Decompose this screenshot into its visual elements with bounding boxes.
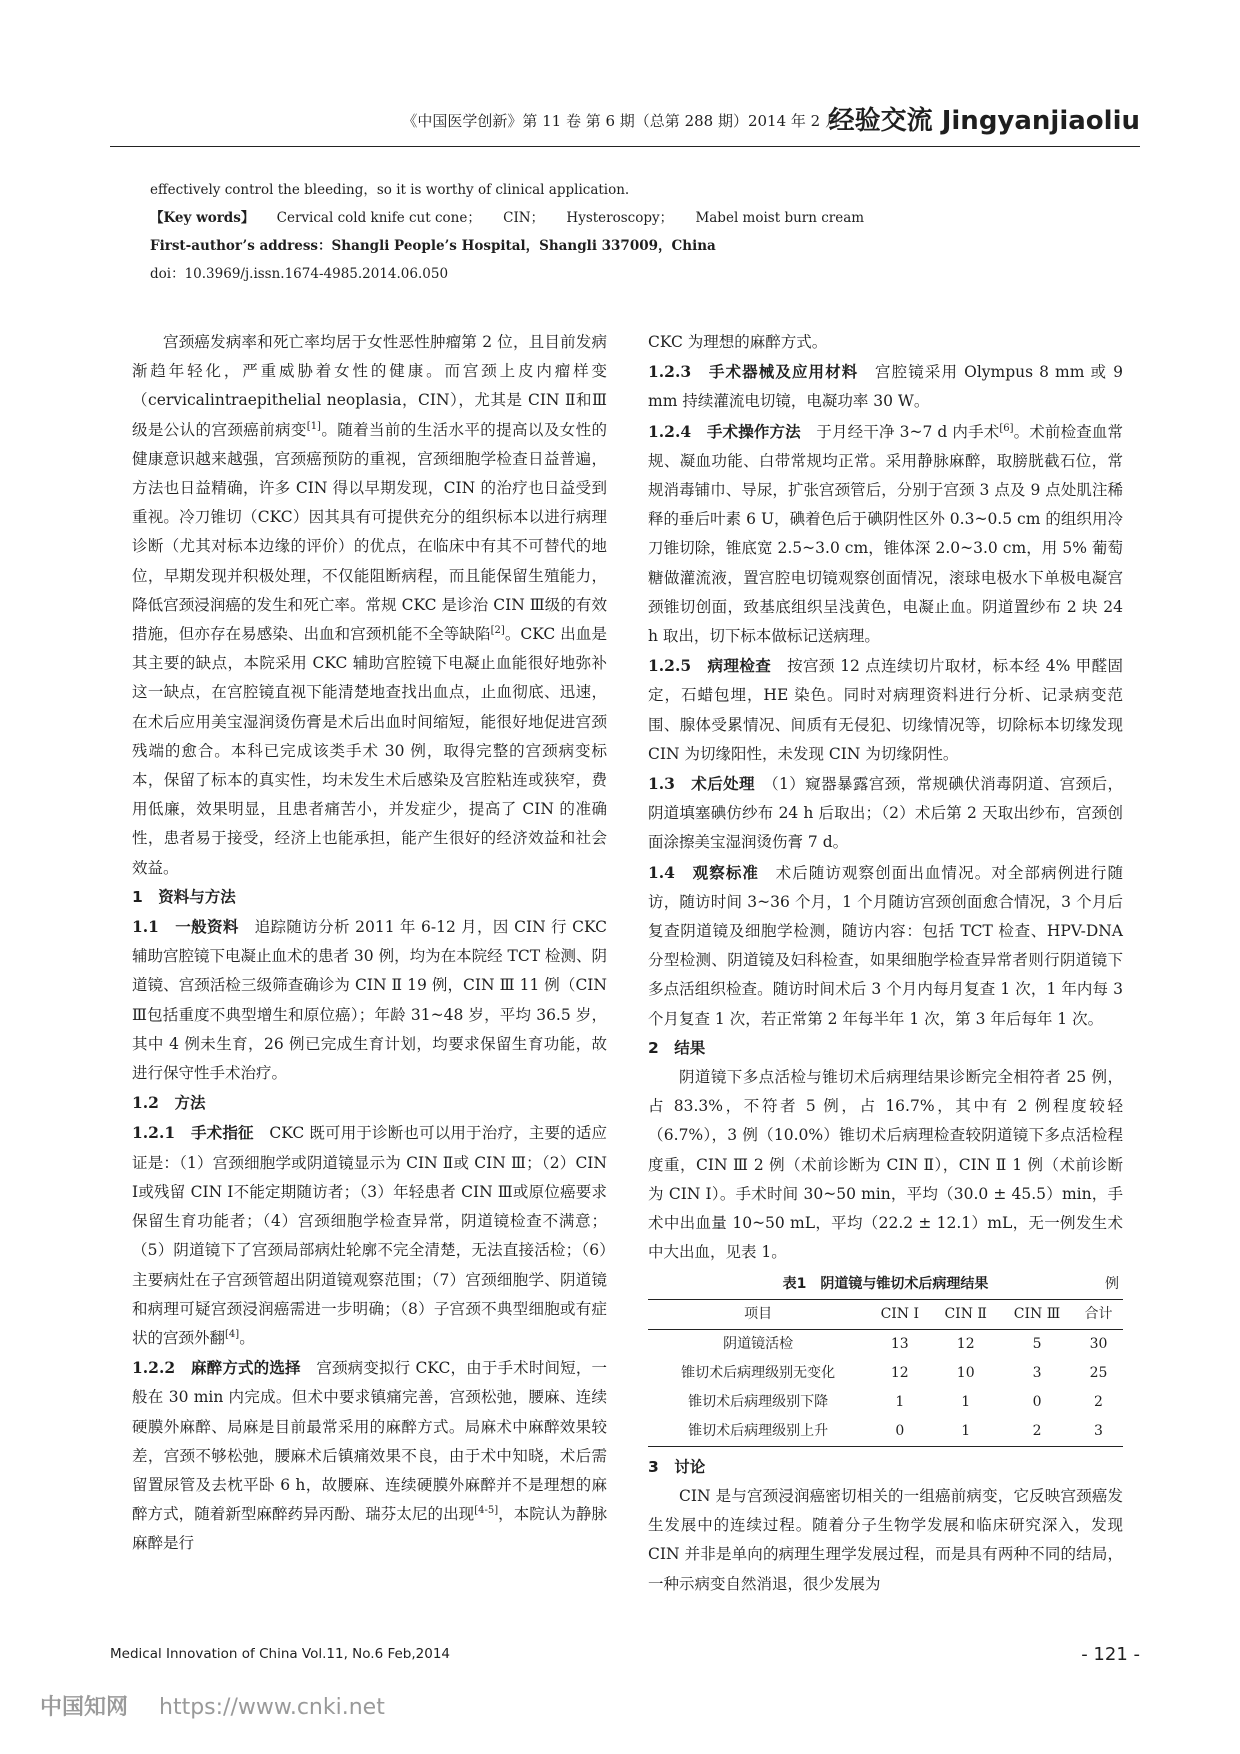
- table-cell: 锥切术后病理级别上升: [688, 1422, 829, 1439]
- intro-text: 。随着当前的生活水平的提高以及女性的健康意识越来越强，宫颈癌预防的重视，宫颈细胞学检查日益普遍，方法也日益精确，许多 CIN 得以早期发现，CIN 的治疗也日益受到重视。冷刀锥切（CKC）因其具有可提供充分的组织标本以进行病理诊断（尤其对标本边缘的评价）的优点，在临床中有其不可替代的地位，早期发现并积极处理，不仅能阻断病程，而且能保留生殖能力，降低宫颈浸润癌的发生和死亡率。常规 CKC 是诊治 CIN Ⅲ级的有效措施，但亦存在易感染、出血和宫颈机能不全等缺陷: [132, 420, 607, 644]
- table-cell: 锥切术后病理级别下降: [688, 1393, 829, 1410]
- table-cell: 12: [890, 1364, 909, 1381]
- table-cell: 13: [890, 1335, 909, 1352]
- subsection-heading: 1.2.2 麻醉方式的选择: [132, 1358, 301, 1378]
- table-cell: 12: [956, 1335, 975, 1352]
- table-cell: 阴道镜活检: [723, 1335, 794, 1352]
- table-cell: 10: [956, 1364, 975, 1381]
- section-1-2-heading: [132, 1088, 607, 1118]
- table-header-cell: CIN Ⅱ: [944, 1305, 987, 1322]
- section-heading: 3 讨论: [648, 1457, 706, 1476]
- table-row: [648, 1359, 1123, 1388]
- section-text: 术后随访观察创面出血情况。对全部病例进行随访，随访时间 3~36 个月，1 个月随访宫颈创面愈合情况，3 个月后复查阴道镜及细胞学检测，随访内容：包括 TCT 检查、HPV-DNA 分型检测、阴道镜及妇科检查，如果细胞学检查异常者则行阴道镜下多点活组织检查。随访时间术后 3 个月内每月复查 1 次，1 年内每 3 个月复查 1 次，若正常第 2 年每半年 1 次，第 3 年后每年 1 次。: [648, 863, 1123, 1028]
- right-column: [648, 328, 1123, 1599]
- section-1-2-2: [132, 1353, 607, 1558]
- left-column: [132, 328, 607, 1559]
- table-row: [648, 1417, 1123, 1447]
- table-cell: 30: [1089, 1335, 1108, 1352]
- table-cell: 2: [1094, 1393, 1103, 1410]
- citation-ref: [1]: [306, 420, 321, 432]
- section-text: ，本院认为静脉麻醉是行: [132, 1505, 607, 1553]
- table-header-cell: CIN Ⅰ: [880, 1305, 920, 1322]
- abstract-last-sentence: effectively control the bleeding，so it is worthy of clinical application.: [150, 182, 630, 198]
- subsection-heading: 1.2.1 手术指征: [132, 1123, 254, 1143]
- section-text: 。: [239, 1328, 255, 1347]
- keywords-line: [150, 204, 1140, 232]
- author-address: First-author’s address：Shangli People’s Hospital，Shangli 337009，China: [150, 238, 716, 254]
- subsection-heading: 1.1 一般资料: [132, 917, 239, 937]
- keyword: Hysteroscopy；: [566, 210, 674, 226]
- table-cell: 锥切术后病理级别无变化: [681, 1364, 836, 1381]
- table-row: [648, 1388, 1123, 1417]
- footer-citation: Medical Innovation of China Vol.11, No.6 Feb,2014: [110, 1646, 451, 1662]
- table-header-cell: CIN Ⅲ: [1013, 1305, 1061, 1322]
- citation-ref: [6]: [999, 422, 1014, 434]
- keyword: Cervical cold knife cut cone；: [276, 210, 481, 226]
- table-header-cell: 合计: [1084, 1305, 1113, 1322]
- section-text: 追踪随访分析 2011 年 6-12 月，因 CIN 行 CKC 辅助宫腔镜下电凝止血术的患者 30 例，均为在本院经 TCT 检测、阴道镜、宫颈活检三级筛查确诊为 CIN Ⅱ 19 例，CIN Ⅲ 11 例（CIN Ⅲ包括重度不典型增生和原位癌）；年龄 31~48 岁，平均 36.5 岁，其中 4 例未生育，26 例已完成生育计划，均要求保留生育功能，故进行保守性手术治疗。: [132, 918, 608, 1083]
- section-1-4: [648, 858, 1123, 1034]
- subsection-heading: 1.2 方法: [132, 1093, 206, 1113]
- discussion-paragraph: CIN 是与宫颈浸润癌密切相关的一组癌前病变，它反映宫颈癌发生发展中的连续过程。随着分子生物学发展和临床研究深入，发现 CIN 并非是单向的病理生理学发展过程，而是具有两种不同的结局，一种示病变自然消退，很少发展为: [648, 1486, 1123, 1593]
- section-1-2-4: [648, 417, 1123, 652]
- journal-issue-line: 《中国医学创新》第 11 卷 第 6 期（总第 288 期）2014 年 2 月: [402, 112, 840, 130]
- table-cell: 25: [1089, 1364, 1108, 1381]
- table-cell: 3: [1094, 1422, 1103, 1439]
- keyword: Mabel moist burn cream: [695, 210, 865, 226]
- table-cell: 0: [895, 1422, 905, 1439]
- table-cell: 0: [1032, 1393, 1042, 1410]
- subsection-heading: 1.2.5 病理检查: [648, 656, 772, 676]
- section-1-2-1: [132, 1118, 607, 1353]
- table-cell: 3: [1032, 1364, 1042, 1381]
- section-text: 按宫颈 12 点连续切片取材，标本经 4% 甲醛固定，石蜡包埋，HE 染色。同时对病理资料进行分析、记录病变范围、腺体受累情况、间质有无侵犯、切缘情况等，切除标本切缘发现 CIN 为切缘阳性，未发现 CIN 为切缘阴性。: [648, 657, 1123, 763]
- table-row: [648, 1329, 1123, 1359]
- subsection-heading: 1.2.3 手术器械及应用材料: [648, 362, 859, 382]
- table-cell: 1: [961, 1393, 971, 1410]
- english-abstract-tail: [150, 176, 1140, 288]
- column-title: 经验交流 Jingyanjiaoliu: [828, 106, 1140, 136]
- section-1-2-5: [648, 651, 1123, 769]
- section-1-3: [648, 769, 1123, 858]
- cnki-url: https://www.cnki.net: [159, 1695, 385, 1720]
- doi-line: doi：10.3969/j.issn.1674-4985.2014.06.050: [150, 266, 449, 282]
- section-text: 。术前检查血常规、凝血功能、白带常规均正常。采用静脉麻醉，取膀胱截石位，常规消毒铺巾、导尿，扩张宫颈管后，分别于宫颈 3 点及 9 点处肌注稀释的垂后叶素 6 U，碘着色后于碘阴性区外 0.3~0.5 cm 的组织用冷刀锥切除，锥底宽 2.5~3.0 cm，锥体深 2.0~3.0 cm，用 5% 葡萄糖做灌流液，置宫腔电切镜观察创面情况，滚球电极水下单极电凝宫颈锥切创面，致基底组织呈浅黄色，电凝止血。阴道置纱布 2 块 24 h 取出，切下标本做标记送病理。: [648, 422, 1123, 646]
- intro-text: 。CKC 出血是其主要的缺点，本院采用 CKC 辅助宫腔镜下电凝止血能很好地弥补这一缺点，在宫腔镜直视下能清楚地查找出血点，止血彻底、迅速，在术后应用美宝湿润烫伤膏是术后出血时间缩短，能很好地促进宫颈残端的愈合。本科已完成该类手术 30 例，取得完整的宫颈病变标本，保留了标本的真实性，均未发生术后感染及宫腔粘连或狭窄，费用低廉，效果明显，且患者痛苦小，并发症少，提高了 CIN 的准确性，患者易于接受，经济上也能承担，能产生很好的经济效益和社会效益。: [132, 625, 607, 877]
- citation-ref: [4-5]: [474, 1504, 499, 1516]
- section-text: 于月经干净 3~7 d 内手术: [800, 422, 1000, 441]
- table-unit: 例: [1105, 1275, 1119, 1292]
- section-heading: 1 资料与方法: [132, 887, 236, 906]
- section-heading: 2 结果: [648, 1038, 706, 1057]
- table-caption: [648, 1270, 1123, 1299]
- citation-ref: [4]: [225, 1328, 240, 1340]
- citation-ref: [2]: [490, 624, 505, 636]
- section-text: CKC 既可用于诊断也可以用于治疗，主要的适应证是：（1）宫颈细胞学或阴道镜显示为 CIN Ⅱ或 CIN Ⅲ；（2）CIN Ⅰ或残留 CIN Ⅰ不能定期随访者；（3）年轻患者 CIN Ⅲ或原位癌要求保留生育功能者；（4）宫颈细胞学检查异常，阴道镜检查不满意；（5）阴道镜下了宫颈局部病灶轮廓不完全清楚，无法直接活检；（6）主要病灶在子宫颈管超出阴道镜观察范围；（7）宫颈细胞学、阴道镜和病理可疑宫颈浸润癌需进一步明确；（8）子宫颈不典型细胞或有症状的宫颈外翻: [132, 1124, 607, 1347]
- page-number: - 121 -: [1081, 1644, 1140, 1665]
- results-table: [648, 1299, 1123, 1447]
- subsection-heading: 1.2.4 手术操作方法: [648, 421, 801, 441]
- table-cell: 1: [961, 1422, 971, 1439]
- keywords-label: 【Key words】: [150, 210, 255, 226]
- table-cell: 1: [895, 1393, 905, 1410]
- table-title: 表1 阴道镜与锥切术后病理结果: [782, 1275, 989, 1292]
- intro-text: 宫颈癌发病率和死亡率均居于女性恶性肿瘤第 2 位，且目前发病渐趋年轻化，严重威胁着女性的健康。而宫颈上皮内瘤样变（cervicalintraepithelial neoplasia，CIN），尤其是 CIN Ⅱ和Ⅲ级是公认的宫颈癌前病变: [132, 333, 607, 439]
- running-header: [110, 96, 1140, 147]
- section-1-1: [132, 912, 607, 1088]
- table-cell: 2: [1032, 1422, 1042, 1439]
- cnki-watermark: [40, 1690, 385, 1721]
- section-text: （1）窥器暴露宫颈，常规碘伏消毒阴道、宫颈后，阴道填塞碘仿纱布 24 h 后取出；（2）术后第 2 天取出纱布，宫颈创面涂擦美宝湿润烫伤膏 7 d。: [648, 775, 1123, 852]
- section-text: 宫颈病变拟行 CKC，由于手术时间短，一般在 30 min 内完成。但术中要求镇痛完善，宫颈松弛，腰麻、连续硬膜外麻醉、局麻是目前最常采用的麻醉方式。局麻术中麻醉效果较差，宫颈不够松弛，腰麻术后镇痛效果不良，由于术中知晓，术后需留置尿管及去枕平卧 6 h，故腰麻、连续硬膜外麻醉并不是理想的麻醉方式，随着新型麻醉药异丙酚、瑞芬太尼的出现: [132, 1359, 608, 1524]
- keyword: CIN；: [503, 210, 545, 226]
- subsection-heading: 1.3 术后处理: [648, 774, 755, 794]
- table-cell: 5: [1032, 1335, 1042, 1352]
- section-text: 宫腔镜采用 Olympus 8 mm 或 9 mm 持续灌流电切镜，电凝功率 30 W。: [648, 363, 1123, 411]
- table-header-row: [648, 1299, 1123, 1329]
- results-paragraph: 阴道镜下多点活检与锥切术后病理结果诊断完全相符者 25 例，占 83.3%，不符者 5 例，占 16.7%，其中有 2 例程度较轻（6.7%），3 例（10.0%）锥切术后病理检查较阴道镜下多点活检程度重，CIN Ⅲ 2 例（术前诊断为 CIN Ⅱ），CIN Ⅱ 1 例（术前诊断为 CIN Ⅰ）。手术时间 30~50 min，平均（30.0 ± 45.5）min，手术中出血量 10~50 mL，平均（22.2 ± 12.1）mL，无一例发生术中大出血，见表 1。: [648, 1068, 1123, 1262]
- cnki-logo: 中国知网: [40, 1695, 129, 1720]
- subsection-heading: 1.4 观察标准: [648, 862, 760, 882]
- section-1-2-3: [648, 357, 1123, 416]
- continued-text: CKC 为理想的麻醉方式。: [648, 333, 828, 351]
- table-header-cell: 项目: [744, 1305, 773, 1322]
- intro-paragraph: [132, 328, 607, 883]
